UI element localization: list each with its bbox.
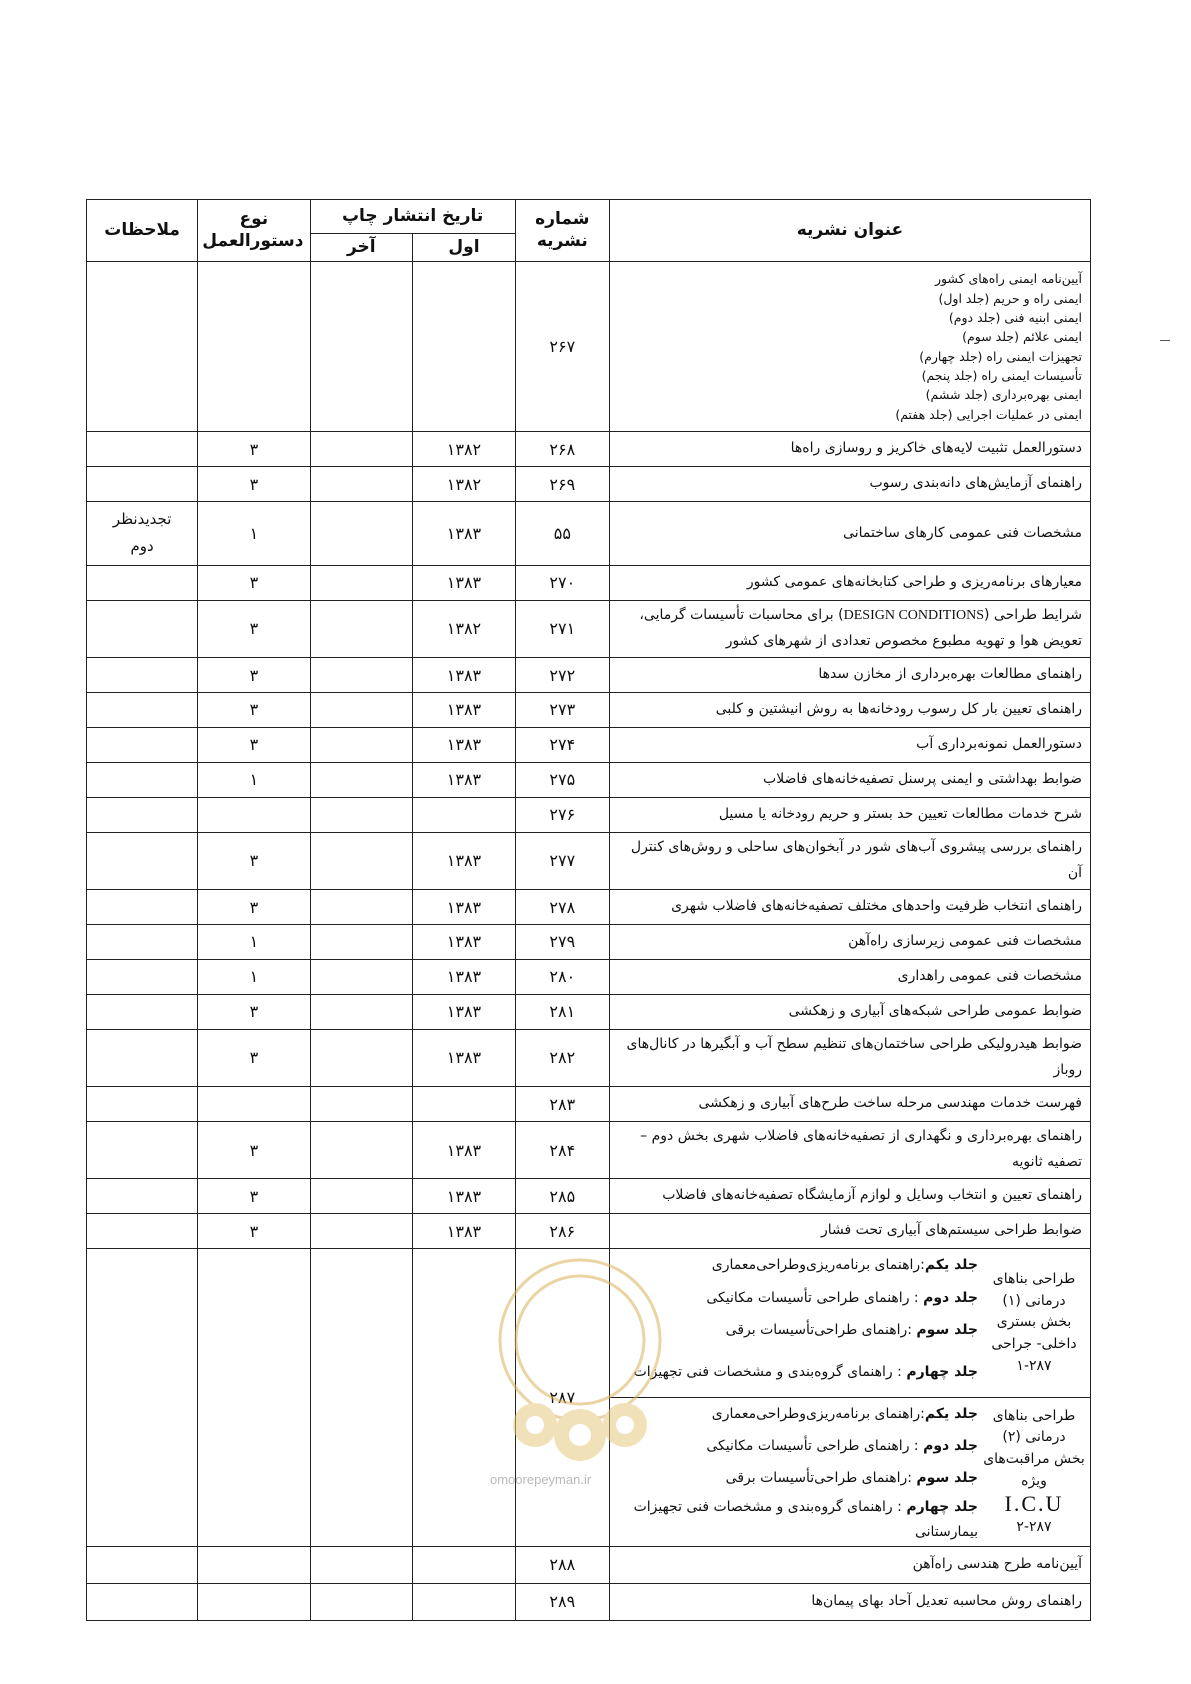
last-print-year — [310, 1029, 413, 1086]
instruction-type: ۳ — [198, 994, 310, 1029]
instruction-type: ۳ — [198, 890, 310, 925]
table-row — [87, 467, 1091, 502]
first-print-year: ۱۳۸۲ — [413, 600, 516, 657]
first-print-year: ۱۳۸۳ — [413, 994, 516, 1029]
volume-item: جلد یکم:راهنمای برنامه‌ریزی‌وطراحی‌معماری — [711, 1257, 978, 1274]
table-row — [87, 994, 1091, 1029]
table-row — [87, 762, 1091, 797]
notes-cell — [87, 797, 198, 832]
notes-cell — [87, 1214, 198, 1249]
publication-number: ۲۸۱ — [515, 994, 609, 1029]
publication-number: ۲۸۳ — [515, 1087, 609, 1122]
notes-cell — [87, 600, 198, 657]
instruction-type — [198, 797, 310, 832]
notes-cell — [87, 762, 198, 797]
publication-title: راهنمای انتخاب ظرفیت واحدهای مختلف تصفیه‌خانه‌های فاضلاب شهری — [609, 890, 1090, 925]
publication-title: شرح خدمات مطالعات تعیین حد بستر و حریم رودخانه یا مسیل — [609, 797, 1090, 832]
volume-item: جلد سوم :راهنمای طراحی‌تأسیسات برقی — [725, 1322, 978, 1339]
table-row — [87, 1583, 1091, 1620]
table-row — [87, 1179, 1091, 1214]
first-print-year: ۱۳۸۳ — [413, 924, 516, 959]
table-row — [87, 693, 1091, 728]
publication-number: ۲۶۹ — [515, 467, 609, 502]
last-print-year — [310, 600, 413, 657]
table-row — [87, 1029, 1091, 1086]
publication-title: فهرست خدمات مهندسی مرحله ساخت طرح‌های آبیاری و زهکشی — [609, 1087, 1090, 1122]
publication-number: ۲۷۰ — [515, 565, 609, 600]
instruction-type: ۳ — [198, 565, 310, 600]
instruction-type: ۳ — [198, 600, 310, 657]
notes-cell — [87, 727, 198, 762]
watermark-url: omoorepeyman.ir — [490, 1472, 592, 1487]
table-row — [87, 432, 1091, 467]
first-print-year: ۱۳۸۳ — [413, 890, 516, 925]
notes-cell — [87, 959, 198, 994]
instruction-type: ۳ — [198, 1214, 310, 1249]
table-row — [87, 1121, 1091, 1178]
volume-item: جلد دوم : راهنمای طراحی تأسیسات مکانیکی — [706, 1437, 978, 1454]
notes-cell: تجدیدنظر دوم — [87, 502, 198, 566]
last-print-year — [310, 832, 413, 889]
last-print-year — [310, 467, 413, 502]
publication-number: ۲۷۲ — [515, 658, 609, 693]
publication-number: ۲۷۵ — [515, 762, 609, 797]
instruction-type: ۳ — [198, 1121, 310, 1178]
first-print-year: ۱۳۸۲ — [413, 467, 516, 502]
notes-cell — [87, 658, 198, 693]
publication-title: راهنمای بهره‌برداری و نگهداری از تصفیه‌خانه‌های فاضلاب شهری بخش دوم – تصفیه ثانویه — [609, 1121, 1090, 1178]
publication-title: آیین‌نامه ایمنی راه‌های کشور ایمنی راه و حریم (جلد اول) ایمنی ابنیه فنی (جلد دوم) ایمنی علائم (جلد سوم) تجهیزات ایمنی راه (جلد چهارم) تأسیسات ایمنی راه (جلد پنجم) ایمنی بهره‌برداری (جلد ششم) ایمنی در عملیات اجرایی (جلد هفتم) — [609, 262, 1090, 432]
notes-cell — [87, 467, 198, 502]
last-print-year — [310, 432, 413, 467]
publication-number: ۲۶۸ — [515, 432, 609, 467]
publication-number: ۲۸۶ — [515, 1214, 609, 1249]
header-number: شماره نشریه — [515, 200, 609, 262]
header-type: نوع دستورالعمل — [198, 200, 310, 262]
first-print-year: ۱۳۸۳ — [413, 727, 516, 762]
publication-number: ۵۵ — [515, 502, 609, 566]
table-row — [87, 600, 1091, 657]
volume-item: جلد چهارم : راهنمای گروه‌بندی و مشخصات فنی تجهیزات بیمارستانی — [633, 1499, 978, 1540]
last-print-year — [310, 1214, 413, 1249]
instruction-type: ۳ — [198, 727, 310, 762]
last-print-year — [310, 994, 413, 1029]
publication-group-287-2 — [609, 1398, 1090, 1547]
table-row — [87, 1546, 1091, 1583]
header-date-last: آخر — [310, 234, 413, 262]
notes-cell — [87, 924, 198, 959]
header-date-first: اول — [413, 234, 516, 262]
first-print-year: ۱۳۸۳ — [413, 959, 516, 994]
publication-number: ۲۷۳ — [515, 693, 609, 728]
first-print-year: ۱۳۸۳ — [413, 1029, 516, 1086]
header-title: عنوان نشریه — [609, 200, 1090, 262]
publication-number: ۲۸۵ — [515, 1179, 609, 1214]
last-print-year — [310, 1121, 413, 1178]
publication-title: دستورالعمل تثبیت لایه‌های خاکریز و روسازی راه‌ها — [609, 432, 1090, 467]
notes-cell — [87, 1179, 198, 1214]
last-print-year — [310, 693, 413, 728]
first-print-year — [413, 1087, 516, 1122]
publication-number: ۲۸۹ — [515, 1583, 609, 1620]
table-row — [87, 959, 1091, 994]
margin-tick — [1160, 340, 1170, 341]
notes-cell — [87, 565, 198, 600]
last-print-year — [310, 890, 413, 925]
instruction-type — [198, 1087, 310, 1122]
instruction-type: ۳ — [198, 1029, 310, 1086]
first-print-year: ۱۳۸۳ — [413, 1121, 516, 1178]
notes-cell — [87, 693, 198, 728]
notes-cell — [87, 1121, 198, 1178]
publication-number: ۲۷۴ — [515, 727, 609, 762]
publication-number: ۲۸۸ — [515, 1546, 609, 1583]
last-print-year — [310, 658, 413, 693]
first-print-year: ۱۳۸۳ — [413, 658, 516, 693]
first-print-year: ۱۳۸۳ — [413, 832, 516, 889]
publication-number: ۲۷۱ — [515, 600, 609, 657]
publication-title: راهنمای مطالعات بهره‌برداری از مخازن سدها — [609, 658, 1090, 693]
last-print-year — [310, 1179, 413, 1214]
table-row — [87, 1087, 1091, 1122]
first-print-year: ۱۳۸۳ — [413, 1214, 516, 1249]
header-notes: ملاحظات — [87, 200, 198, 262]
last-print-year — [310, 924, 413, 959]
publication-title: ضوابط طراحی سیستم‌های آبیاری تحت فشار — [609, 1214, 1090, 1249]
notes-cell — [87, 994, 198, 1029]
publication-title: ضوابط بهداشتی و ایمنی پرسنل تصفیه‌خانه‌های فاضلاب — [609, 762, 1090, 797]
first-print-year: ۱۳۸۳ — [413, 565, 516, 600]
notes-cell — [87, 1029, 198, 1086]
group-label: طراحی بناهای درمانی (۲) بخش مراقبت‌های ویژه I.C.U ۲-۲۸۷ — [978, 1398, 1090, 1546]
instruction-type: ۳ — [198, 432, 310, 467]
seal-watermark — [480, 1240, 680, 1470]
table-row — [87, 797, 1091, 832]
notes-cell — [87, 1087, 198, 1122]
table-row — [87, 832, 1091, 889]
publication-title: معیارهای برنامه‌ریزی و طراحی کتابخانه‌های عمومی کشور — [609, 565, 1090, 600]
table-row — [87, 924, 1091, 959]
last-print-year — [310, 797, 413, 832]
instruction-type: ۳ — [198, 832, 310, 889]
icu-label: I.C.U — [1004, 1491, 1064, 1517]
table-row — [87, 727, 1091, 762]
publication-number: ۲۸۲ — [515, 1029, 609, 1086]
last-print-year — [310, 959, 413, 994]
table-row — [87, 565, 1091, 600]
first-print-year: ۱۳۸۳ — [413, 762, 516, 797]
publication-title: آیین‌نامه طرح هندسی راه‌آهن — [609, 1546, 1090, 1583]
first-print-year — [413, 797, 516, 832]
notes-cell — [87, 832, 198, 889]
header-date-group: تاریخ انتشار چاپ — [310, 200, 515, 234]
publication-title: مشخصات فنی عمومی راهداری — [609, 959, 1090, 994]
publication-title: مشخصات فنی عمومی کارهای ساختمانی — [609, 502, 1090, 566]
notes-cell — [87, 890, 198, 925]
publication-group-287-1 — [609, 1249, 1090, 1398]
publication-number: ۲۶۷ — [515, 262, 609, 432]
last-print-year — [310, 762, 413, 797]
volume-item: جلد دوم : راهنمای طراحی تأسیسات مکانیکی — [706, 1289, 978, 1306]
publication-title: راهنمای آزمایش‌های دانه‌بندی رسوب — [609, 467, 1090, 502]
table-row — [87, 262, 1091, 432]
publication-title: راهنمای روش محاسبه تعدیل آحاد بهای پیمان‌ها — [609, 1583, 1090, 1620]
instruction-type: ۱ — [198, 959, 310, 994]
table-row — [87, 658, 1091, 693]
publication-number: ۲۷۶ — [515, 797, 609, 832]
publication-number: ۲۷۸ — [515, 890, 609, 925]
publication-title: مشخصات فنی عمومی زیرسازی راه‌آهن — [609, 924, 1090, 959]
publication-title: دستورالعمل نمونه‌برداری آب — [609, 727, 1090, 762]
publication-number: ۲۷۷ — [515, 832, 609, 889]
publication-number: ۲۷۹ — [515, 924, 609, 959]
publication-title: راهنمای تعیین و انتخاب وسایل و لوازم آزمایشگاه تصفیه‌خانه‌های فاضلاب — [609, 1179, 1090, 1214]
last-print-year — [310, 502, 413, 566]
first-print-year: ۱۳۸۲ — [413, 432, 516, 467]
last-print-year — [310, 727, 413, 762]
instruction-type: ۳ — [198, 693, 310, 728]
notes-cell — [87, 432, 198, 467]
instruction-type: ۳ — [198, 1179, 310, 1214]
publication-title: ضوابط هیدرولیکی طراحی ساختمان‌های تنظیم سطح آب و آبگیرها در کانال‌های روباز — [609, 1029, 1090, 1086]
publication-number: ۲۸۰ — [515, 959, 609, 994]
instruction-type: ۳ — [198, 467, 310, 502]
publication-title: راهنمای بررسی پیشروی آب‌های شور در آبخوان‌های ساحلی و روش‌های کنترل آن — [609, 832, 1090, 889]
table-row — [87, 890, 1091, 925]
instruction-type: ۱ — [198, 762, 310, 797]
last-print-year — [310, 1087, 413, 1122]
volume-item: جلد چهارم : راهنمای گروه‌بندی و مشخصات فنی تجهیزات — [633, 1363, 978, 1380]
first-print-year: ۱۳۸۳ — [413, 502, 516, 566]
instruction-type: ۱ — [198, 924, 310, 959]
publication-title: ضوابط عمومی طراحی شبکه‌های آبیاری و زهکشی — [609, 994, 1090, 1029]
last-print-year — [310, 565, 413, 600]
table-row — [87, 502, 1091, 566]
group-label: طراحی بناهای درمانی (۱) بخش بستری داخلی- جراحی ۱-۲۸۷ — [991, 1270, 1077, 1374]
first-print-year: ۱۳۸۳ — [413, 1179, 516, 1214]
publication-title: راهنمای تعیین بار کل رسوب رودخانه‌ها به روش انیشتین و کلبی — [609, 693, 1090, 728]
first-print-year: ۱۳۸۳ — [413, 693, 516, 728]
instruction-type: ۳ — [198, 658, 310, 693]
publication-title: شرایط طراحی (DESIGN CONDITIONS) برای محاسبات تأسیسات گرمایی، تعویض هوا و تهویه مطبوع مخصوص تعدادی از شهرهای کشور — [609, 600, 1090, 657]
volume-item: جلد سوم :راهنمای طراحی‌تأسیسات برقی — [725, 1469, 978, 1486]
volume-item: جلد یکم:راهنمای برنامه‌ریزی‌وطراحی‌معماری — [711, 1405, 978, 1422]
publication-number: ۲۸۴ — [515, 1121, 609, 1178]
publication-number: ۲۸۷ — [515, 1249, 609, 1547]
instruction-type: ۱ — [198, 502, 310, 566]
